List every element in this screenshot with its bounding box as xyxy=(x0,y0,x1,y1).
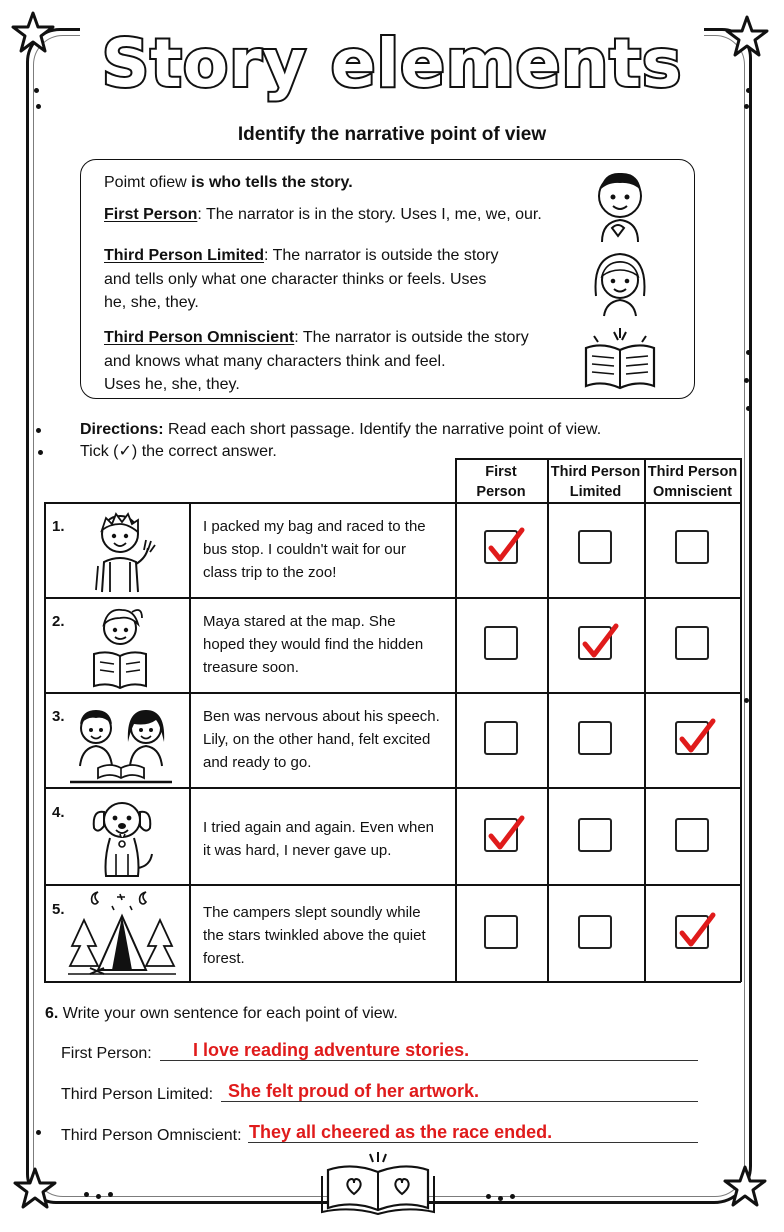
question-6-prompt: Write your own sentence for each point of view. xyxy=(58,1005,398,1022)
passage-line: Ben was nervous about his speech. xyxy=(203,708,440,725)
checkbox-row-3-third-omniscient[interactable] xyxy=(675,721,709,755)
term-third-limited: Third Person Limited xyxy=(104,247,265,264)
term-first-person: First Person xyxy=(104,206,198,223)
decor-dot xyxy=(96,1194,101,1199)
column-header-line: First xyxy=(485,464,517,480)
directions-label: Directions: xyxy=(80,421,164,438)
desc-third-limited-1: : The narrator is outside the story xyxy=(264,247,499,264)
passage-1 xyxy=(203,515,426,584)
passage-2 xyxy=(203,610,423,679)
decor-dot xyxy=(746,406,751,411)
star-icon xyxy=(724,14,770,60)
table-line xyxy=(44,884,741,886)
table-line xyxy=(44,502,46,982)
definition-first-person xyxy=(104,203,542,227)
decor-dot xyxy=(36,428,41,433)
intro-bold: is who tells the story. xyxy=(191,174,353,191)
definition-third-limited xyxy=(104,244,499,315)
checkbox-row-2-third-limited[interactable] xyxy=(578,626,612,660)
decor-dot xyxy=(746,88,751,93)
heart-book-icon xyxy=(318,1150,438,1216)
page-subtitle: Identify the narrative point of view xyxy=(237,124,547,145)
directions-line-1: Read each short passage. Identify the narrative point of view. xyxy=(163,421,602,438)
decor-dot xyxy=(36,104,41,109)
answer-label-third-limited: Third Person Limited: xyxy=(61,1086,214,1103)
column-header-line: Limited xyxy=(569,484,622,500)
table-line xyxy=(455,458,457,982)
passage-line: bus stop. I couldn't wait for our xyxy=(203,541,406,558)
desc-third-omniscient-1: : The narrator is outside the story xyxy=(294,329,529,346)
passage-line: I packed my bag and raced to the xyxy=(203,518,426,535)
checkbox-row-2-third-omniscient[interactable] xyxy=(675,626,709,660)
puppy-icon xyxy=(88,794,158,880)
decor-dot xyxy=(108,1192,113,1197)
answer-third-omniscient[interactable]: They all cheered as the race ended. xyxy=(249,1122,553,1142)
table-line xyxy=(44,502,741,504)
decor-dot xyxy=(38,450,43,455)
checkbox-row-5-third-omniscient[interactable] xyxy=(675,915,709,949)
answer-first-person[interactable]: I love reading adventure stories. xyxy=(193,1040,470,1060)
column-header-first-person xyxy=(455,462,547,502)
table-line xyxy=(44,787,741,789)
question-6 xyxy=(45,1005,398,1023)
question-6-number: 6. xyxy=(45,1005,59,1022)
checkbox-row-1-third-omniscient[interactable] xyxy=(675,530,709,564)
star-icon xyxy=(10,10,56,56)
checkbox-row-4-first-person[interactable] xyxy=(484,818,518,852)
answer-third-limited[interactable]: She felt proud of her artwork. xyxy=(228,1081,480,1101)
checkbox-row-1-third-limited[interactable] xyxy=(578,530,612,564)
term-third-omniscient: Third Person Omniscient xyxy=(104,329,295,346)
table-line xyxy=(44,981,741,983)
passage-line: Maya stared at the map. She xyxy=(203,613,396,630)
boy-pointing-icon xyxy=(588,166,652,244)
decor-dot xyxy=(744,378,749,383)
desc-third-omniscient-3: Uses he, she, they. xyxy=(104,376,240,393)
table-line xyxy=(44,597,741,599)
row-number: 1. xyxy=(52,518,65,535)
checkbox-row-5-third-limited[interactable] xyxy=(578,915,612,949)
passage-line: and ready to go. xyxy=(203,754,312,771)
passage-line: it was hard, I never gave up. xyxy=(203,842,392,859)
decor-dot xyxy=(746,350,751,355)
decor-dot xyxy=(498,1196,503,1201)
row-number: 4. xyxy=(52,804,65,821)
row-number: 5. xyxy=(52,901,65,918)
page-title: Story elements xyxy=(101,25,683,102)
checkbox-row-4-third-limited[interactable] xyxy=(578,818,612,852)
passage-line: Lily, on the other hand, felt excited xyxy=(203,731,431,748)
passage-line: I tried again and again. Even when xyxy=(203,819,434,836)
checkmark-icon xyxy=(677,911,719,951)
girl-face-icon xyxy=(586,248,654,318)
passage-4 xyxy=(203,816,434,862)
directions-line-2: Tick (✓) the correct answer. xyxy=(80,443,277,460)
decor-dot xyxy=(36,1130,41,1135)
open-book-icon xyxy=(580,326,660,392)
checkmark-icon xyxy=(580,622,622,662)
decor-dot xyxy=(84,1192,89,1197)
passage-line: class trip to the zoo! xyxy=(203,564,337,581)
column-header-third-limited xyxy=(547,462,644,502)
row-number: 2. xyxy=(52,613,65,630)
decor-dot xyxy=(486,1194,491,1199)
checkbox-row-1-first-person[interactable] xyxy=(484,530,518,564)
passage-line: treasure soon. xyxy=(203,659,299,676)
checkmark-icon xyxy=(677,717,719,757)
answer-label-third-omniscient: Third Person Omniscient: xyxy=(61,1127,242,1144)
checkbox-row-3-third-limited[interactable] xyxy=(578,721,612,755)
star-icon xyxy=(12,1166,58,1212)
answer-label-first-person: First Person: xyxy=(61,1045,152,1062)
two-kids-reading-icon xyxy=(68,702,174,786)
table-line xyxy=(44,692,741,694)
campsite-tent-icon xyxy=(68,890,176,980)
column-header-line: Omniscient xyxy=(653,484,732,500)
directions xyxy=(80,419,660,463)
checkbox-row-2-first-person[interactable] xyxy=(484,626,518,660)
girl-reading-icon xyxy=(86,600,152,690)
intro-prefix: Poimt ofiew xyxy=(104,174,187,191)
boy-waving-icon xyxy=(88,506,160,594)
decor-dot xyxy=(744,104,749,109)
passage-line: The campers slept soundly while xyxy=(203,904,421,921)
table-line xyxy=(644,458,646,982)
passage-5 xyxy=(203,901,426,970)
checkbox-row-5-first-person[interactable] xyxy=(484,915,518,949)
column-header-line: Person xyxy=(476,484,526,500)
column-header-line: Third Person xyxy=(647,464,738,480)
decor-dot xyxy=(34,88,39,93)
desc-third-omniscient-2: and knows what many characters think and feel. xyxy=(104,352,446,370)
checkmark-icon xyxy=(486,526,528,566)
definition-third-omniscient xyxy=(104,326,529,397)
table-line xyxy=(547,458,549,982)
column-header-third-omniscient xyxy=(644,462,741,502)
passage-line: forest. xyxy=(203,950,245,967)
checkbox-row-3-first-person[interactable] xyxy=(484,721,518,755)
column-header-line: Third Person xyxy=(550,464,641,480)
table-line xyxy=(189,502,191,982)
definition-intro xyxy=(104,171,353,195)
checkmark-icon xyxy=(486,814,528,854)
decor-dot xyxy=(744,698,749,703)
table-line xyxy=(740,458,742,982)
desc-third-limited-3: he, she, they. xyxy=(104,294,199,311)
passage-line: hoped they would find the hidden xyxy=(203,636,424,653)
desc-third-limited-2: and tells only what one character thinks or feels. Uses xyxy=(104,270,487,288)
checkbox-row-4-third-omniscient[interactable] xyxy=(675,818,709,852)
passage-line: the stars twinkled above the quiet xyxy=(203,927,426,944)
decor-dot xyxy=(510,1194,515,1199)
desc-first-person: : The narrator is in the story. Uses I, me, we, our. xyxy=(197,206,542,223)
passage-3 xyxy=(203,705,440,774)
table-line xyxy=(455,458,741,460)
row-number: 3. xyxy=(52,708,65,725)
star-icon xyxy=(722,1164,768,1210)
